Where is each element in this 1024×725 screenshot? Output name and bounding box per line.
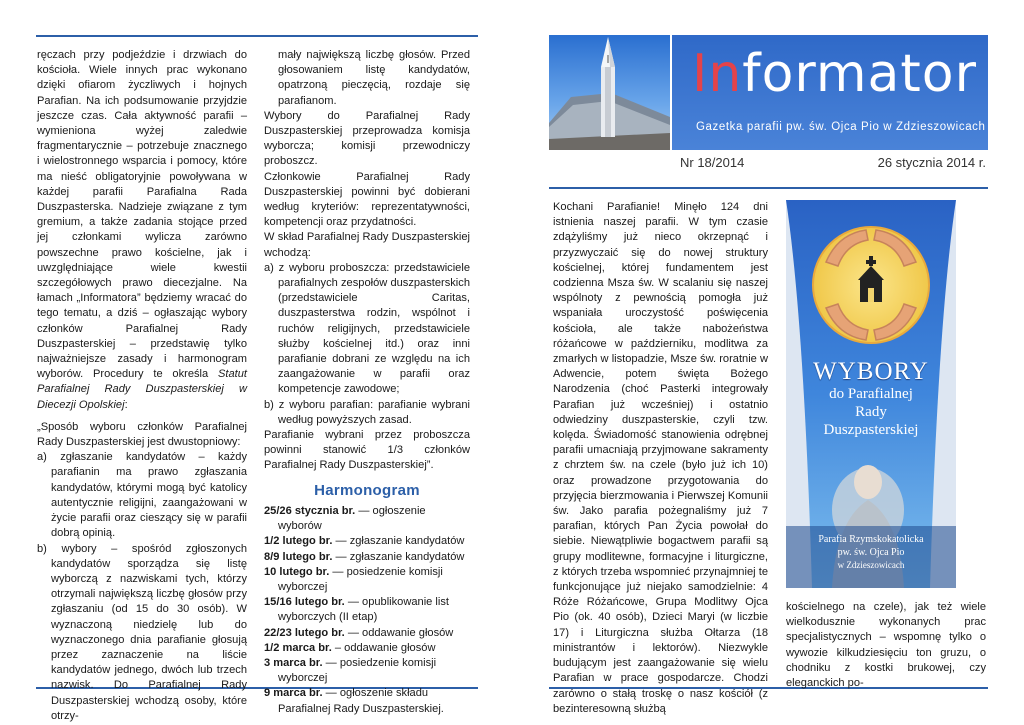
poster-town: w Zdzieszowicach <box>837 560 905 570</box>
election-poster <box>786 200 956 588</box>
schedule-item <box>264 656 470 686</box>
poster-line-2: Rady <box>855 404 887 420</box>
schedule-text: — opublikowanie list wyborczych (II etap) <box>278 596 449 624</box>
middle-item-b: b) z wyboru parafian: parafianie wybrani według powyższych zasad. <box>264 398 470 426</box>
schedule-date: 1/2 lutego br. <box>264 535 333 548</box>
middle-paragraph-7: Parafianie wybrani przez proboszcza powinni stanowić 1/3 członków Parafialnej Rady Duszpasterskiej”. <box>264 429 470 472</box>
schedule-date: 22/23 lutego br. <box>264 626 345 639</box>
poster-line-3: Duszpasterskiej <box>823 422 919 438</box>
schedule-date: 3 marca br. <box>264 656 323 669</box>
poster-title: WYBORY <box>813 358 929 385</box>
right-text-column <box>553 200 768 717</box>
middle-paragraph-2: Wybory do Parafialnej Rady Duszpasterskiej przeprowadza komisja wyborcza; komisji przewodniczy proboszcz. <box>264 109 470 168</box>
schedule-item <box>264 565 470 595</box>
schedule-date: 9 marca br. <box>264 687 323 700</box>
schedule-text: — oddawanie głosów <box>344 626 454 639</box>
top-rule-left <box>36 35 478 37</box>
right-paragraph-2: kościelnego na czele), jak też wiele wielkodusznie wykonanych prac specjalistycznych – wspomnę tylko o wywozie kilkudziesięciu ton gruzu, o chodniku z kostki brukowej, czy eleganckich po- <box>786 601 986 690</box>
schedule-text: — ogłoszenie składu Parafialnej Rady Duszpasterskiej. <box>278 687 444 715</box>
schedule-item <box>264 686 470 716</box>
schedule-item <box>264 641 470 656</box>
middle-column <box>264 48 470 717</box>
schedule-date: 1/2 marca br. <box>264 641 332 654</box>
schedule-text: — posiedzenie komisji wyborczej <box>278 565 443 593</box>
schedule-item <box>264 504 470 534</box>
left-item-a: a) zgłaszanie kandydatów – każdy parafianin ma prawo zgłaszania kandydatów, którymi mogą być katolicy autentycznie religijni, zaangażowani w życie parafii oraz cieszący się w parafii dobrą opinią. <box>37 451 247 540</box>
poster-line-1: do Parafialnej <box>829 386 913 402</box>
schedule-text: — posiedzenie komisji wyborczej <box>278 656 437 685</box>
schedule-text: — zgłaszanie kandydatów <box>332 550 465 563</box>
schedule-item <box>264 534 470 549</box>
middle-paragraph-4: W skład Parafialnej Rady Duszpasterskiej wchodzą: <box>264 231 470 259</box>
issue-line <box>680 155 986 173</box>
schedule-text: — zgłaszanie kandydatów <box>332 535 465 548</box>
middle-paragraph-3: Członkowie Parafialnej Rady Duszpasterskiej powinni być dobierani według kryteriów: reprezentatywności, kompetencji oraz przydatności. <box>264 170 470 229</box>
middle-item-a: a) z wyboru proboszcza: przedstawiciele parafialnych zespołów duszpasterskich (przedstawiciele Caritas, duszpasterstwa rodzin, wspólnot i ruchów religijnych, przedstawiciele służby kościelnej itd.) oraz inni parafianie dobrani ze względu na ich zaangażowanie w parafii oraz kompetencje zawodowe; <box>264 261 470 396</box>
schedule-text: — ogłoszenie wyborów <box>278 504 426 533</box>
poster-patron: pw. św. Ojca Pio <box>837 547 905 558</box>
left-paragraph-quote: „Sposób wyboru członków Parafialnej Rady Duszpasterskiej jest dwustopniowy: <box>37 420 247 449</box>
left-item-b: b) wybory – spośród zgłoszonych kandydatów sporządza się listę wyborczą z nazwiskami tych, którzy otrzymali największą liczbę głosów przy zgłaszaniu (od 15 do 30 osób). W wyznaczoną niedzielę lub do wyznaczonego dnia parafianie głosują przez zaznaczenie na liście kandydatów jednego, dwóch lub trzech nazwisk. Do Parafialnej Rady Duszpasterskiej wchodzą osoby, które otrzy- <box>37 542 247 722</box>
left-paragraph-1: ręczach przy podjeździe i drzwiach do kościoła. Wiele innych prac wykonano dzięki ofiarom życzliwych i hojnych Parafian. Na ich podsumowanie przyjdzie jeszcze czas. Cała aktywność parafii – wymieniona wyżej zaledwie fragmentarycznie – potrzebuje znacznego i wielostronnego wsparcia i pomocy, które ma nieść obligatoryjnie powoływana w każdej parafii Parafialna Rada Duszpasterska. Nadzieje związane z tym gremium, a także zadania stojące przed jej członkami wylicza zarówno powszechne prawo kościelne, jak i uwzględniające wiele kwestii szczegółowych prawo diecezjalne. Na łamach „Informatora” będziemy wracać do tego tematu, a dziś – ogłaszając wybory członków Parafialnej Rady Duszpasterskiej – przedstawię tylko najważniejsze zasady i harmonogram wyborów. Procedury te określa Statut Parafialnej Rady Duszpasterskiej w Diecezji Opolskiej: <box>37 49 247 411</box>
schedule-date: 25/26 stycznia br. <box>264 504 356 517</box>
issue-date: 26 stycznia 2014 r. <box>877 155 986 170</box>
poster-parish: Parafia Rzymskokatolicka <box>818 534 924 545</box>
schedule-item <box>264 595 470 625</box>
top-rule-right <box>549 187 988 189</box>
schedule-item <box>264 626 470 641</box>
church-photo <box>549 35 670 150</box>
issue-number: Nr 18/2014 <box>680 155 745 170</box>
statute-title: Statut Parafialnej Rady Duszpasterskiej w Diecezji Opolskiej <box>37 368 247 411</box>
left-column <box>37 48 247 724</box>
right-paragraph-1: Kochani Parafianie! Minęło 124 dni istnienia naszej parafii. W tym czasie zdążyliśmy już nieco okrzepnąć i przyzwyczaić się do nowej struktury kościelnej, której fundamentem jest codzienna Msza św. W scalaniu się naszej wspólnoty z pewnością pomogła już wspaniała uroczystość poświęcenia kościoła, ale także nabożeństwa różańcowe w październiku, modlitwa za zmarłych w listopadzie, Msze św. roratnie w Adwencie, potem święta Bożego Narodzenia (choć Pasterki integrowały Parafian już wcześniej) i ostatnio odwiedziny duszpasterskie, czyli tzw. kolęda. Świadomość stanowienia odrębnej parafii umacniają przyjmowane sakramenty z chrztem św. na czele (było już ich 10) oraz prowadzone przygotowania do przyjęcia bierzmowania i Pierwszej Komunii św. Jako parafia pożegnaliśmy już 7 parafian, których Pan Życia powołał do siebie. Niewątpliwie bogactwem parafii są grupy modlitewne, formacyjne i liturgiczne, z których trzeba wspomnieć przynajmniej te funkcjonujące już niejako samodzielnie: 4 Róże Różańcowe, Grupa Modlitwy Ojca Pio (ok. 40 osób), Dzieci Maryi (w liczbie 17) i Liturgiczna służba Ołtarza (18 ministrantów i lektorów). Niezwykle budującym jest zaangażowanie się wielu Parafian w prace gospodarcze. Chodzi zarówno o stałą troskę o nasz kościół (z bezinteresowną służbą <box>553 201 768 715</box>
schedule-item <box>264 550 470 565</box>
newsletter-title: Informator <box>692 44 977 104</box>
masthead <box>672 35 988 150</box>
middle-paragraph-1: mały największą liczbę głosów. Przed głosowaniem listę kandydatów, opatrzoną pieczęcią, rozdaje się parafianom. <box>278 49 470 107</box>
schedule-date: 8/9 lutego br. <box>264 550 333 563</box>
harmonogram-heading: Harmonogram <box>314 481 420 499</box>
newsletter-subtitle: Gazetka parafii pw. św. Ojca Pio w Zdzieszowicach <box>696 121 986 133</box>
right-bottom-text <box>786 600 986 691</box>
schedule-date: 15/16 lutego br. <box>264 596 345 609</box>
schedule-text: – oddawanie głosów <box>331 641 436 654</box>
schedule-list <box>264 504 470 717</box>
schedule-date: 10 lutego br. <box>264 565 330 578</box>
